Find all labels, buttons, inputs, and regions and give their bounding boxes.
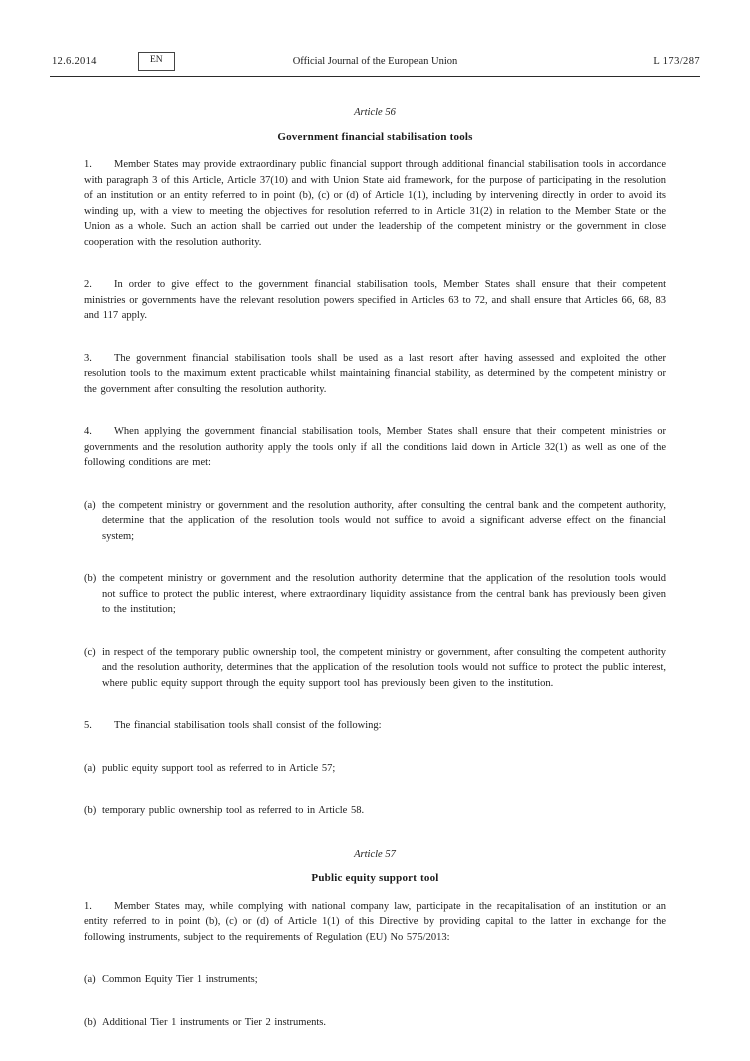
header-rule — [50, 76, 700, 77]
article-56-paragraph-5 — [84, 718, 666, 734]
item-label: (b) — [84, 573, 97, 584]
item-label: (a) — [84, 762, 96, 774]
article-56-paragraph-4 — [84, 424, 666, 471]
article-57-item-1a — [84, 972, 666, 988]
paragraph-text: The financial stabilisation tools shall consist of the following: — [114, 720, 382, 731]
article-56-item-4c — [84, 645, 666, 692]
document-body — [84, 105, 666, 1030]
article-57-item-1b — [84, 1015, 666, 1031]
item-label: (a) — [84, 974, 96, 985]
article-57-section — [84, 847, 666, 1031]
header-journal-title: Official Journal of the European Union — [292, 56, 458, 67]
item-text: Common Equity Tier 1 instruments; — [102, 974, 258, 985]
paragraph-number: 4. — [84, 426, 92, 437]
article-56-item-4b — [84, 571, 666, 618]
paragraph-text: In order to give effect to the government financial stabilisation tools, Member States shall ensure that their competent ministries or governments have the relevant resolution powers specified in Articles 63 to 72, and shall ensure that Articles 66, 68, 83 and 117 apply. — [84, 279, 666, 321]
article-56-item-5b — [84, 803, 666, 819]
article-56-title: Government financial stabilisation tools — [277, 130, 473, 143]
paragraph-text: Member States may, while complying with national company law, participate in the recapitalisation of an institution or an entity referred to in point (b), (c) or (d) of Article 1(1) of this Directive by providing capital to the latter in exchange for the following instruments, subject to the requirements of Regulation (EU) No 575/2013: — [84, 900, 666, 943]
article-56-paragraph-1 — [84, 157, 666, 250]
item-label: (b) — [84, 1016, 97, 1028]
article-57-paragraph-1 — [84, 899, 666, 946]
header-language-badge: EN — [138, 52, 175, 71]
article-56-number: Article 56 — [354, 107, 396, 118]
item-label: (b) — [84, 805, 97, 816]
item-label: (a) — [84, 499, 96, 511]
paragraph-text: When applying the government financial stabilisation tools, Member States shall ensure that their competent ministries or governments and the resolution authority apply the tools only if all the conditions laid down in Article 32(1) as well as one of the following conditions are met: — [84, 426, 666, 468]
paragraph-number: 5. — [84, 720, 92, 731]
article-56-item-4a — [84, 498, 666, 545]
page-header — [50, 52, 700, 70]
item-text: the competent ministry or government and the resolution authority determine that the application of the resolution tools would not suffice to protect the public interest, where extraordinary liquidity assistance from the central bank has previously been given to the institution; — [102, 573, 666, 615]
item-text: the competent ministry or government and the resolution authority, after consulting the central bank and the competent authority, determine that the application of the resolution tools would not suffice to avoid a significant adverse effect on the financial system; — [102, 499, 666, 542]
paragraph-text: The government financial stabilisation tools shall be used as a last resort after having assessed and exploited the other resolution tools to the maximum extent practicable whilst maintaining financial stability, as determined by the competent ministry or the government after consulting the resolution authority. — [84, 352, 666, 395]
item-text: public equity support tool as referred to in Article 57; — [102, 762, 336, 774]
item-text: in respect of the temporary public ownership tool, the competent ministry or government, after consulting the competent authority and the resolution authority, determines that the application of the resolution tools would not suffice to protect the public interest, where public equity support through the equity support tool has previously been given to the institution. — [102, 646, 666, 689]
article-57-title: Public equity support tool — [311, 872, 439, 884]
paragraph-number: 1. — [84, 159, 92, 170]
paragraph-number: 1. — [84, 900, 92, 912]
paragraph-text: Member States may provide extraordinary public financial support through additional financial stabilisation tools in accordance with paragraph 3 of this Article, Article 37(10) and with Union State aid framework, for the purpose of participating in the resolution of an institution or an entity referred to in point (b), (c) or (d) of Article 1(1), including by intervening directly in order to avoid its winding up, with a view to meeting the objectives for resolution referred to in Article 31(2) in relation to the Member State or the Union as a whole. Such an action shall be carried out under the leadership of the competent ministry or the government in close cooperation with the resolution authority. — [84, 159, 666, 248]
header-date: 12.6.2014 — [52, 56, 97, 67]
article-56-paragraph-2 — [84, 277, 666, 324]
article-57-number: Article 57 — [354, 848, 396, 860]
paragraph-number: 2. — [84, 279, 92, 290]
item-text: Additional Tier 1 instruments or Tier 2 instruments. — [102, 1016, 327, 1028]
item-text: temporary public ownership tool as referred to in Article 58. — [102, 805, 365, 816]
item-label: (c) — [84, 646, 96, 658]
header-page-ref: L 173/287 — [653, 56, 700, 67]
article-56-section — [84, 105, 666, 819]
article-56-item-5a — [84, 761, 666, 777]
paragraph-number: 3. — [84, 352, 92, 364]
article-56-paragraph-3 — [84, 351, 666, 398]
